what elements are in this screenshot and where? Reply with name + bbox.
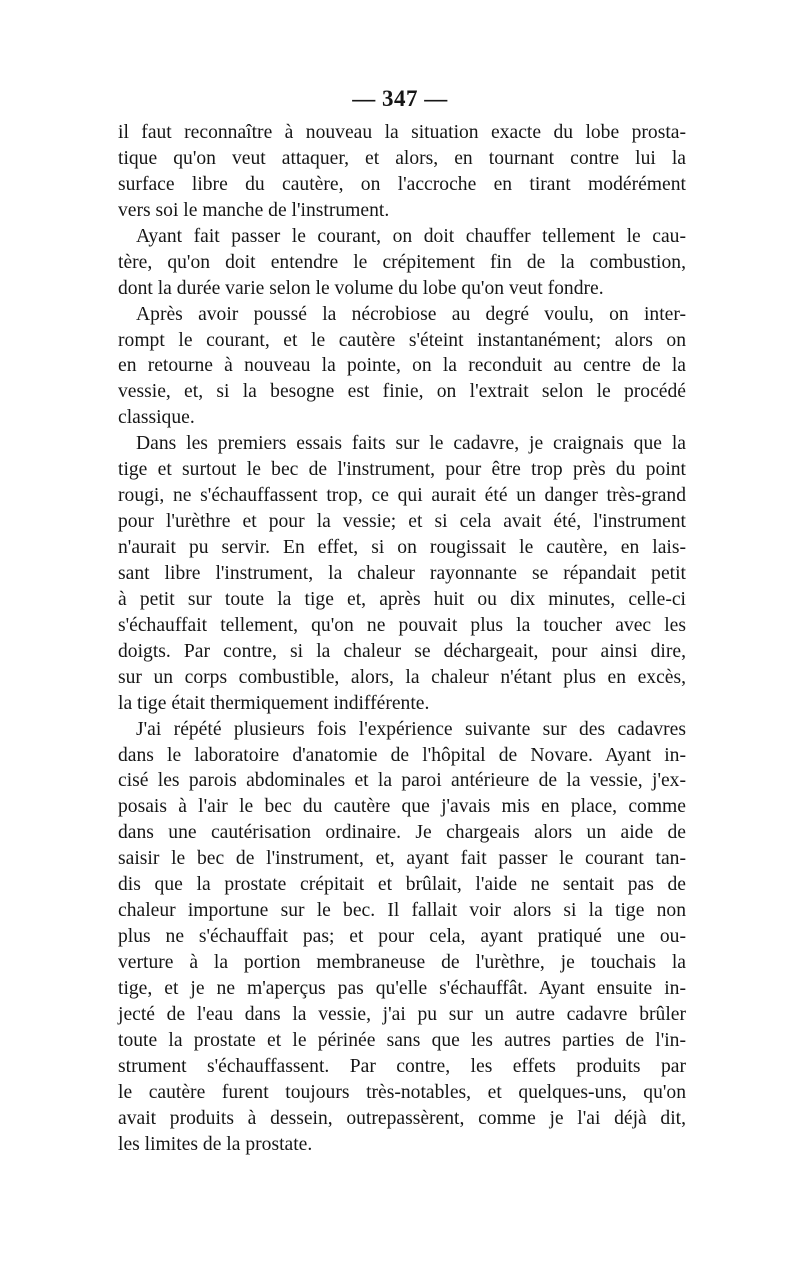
text-line: dans le laboratoire d'anatomie de l'hôpital de Novare. Ayant in- [118,744,686,766]
text-line: tique qu'on veut attaquer, et alors, en tournant contre lui la [118,147,686,169]
text-line: classique. [118,407,195,429]
text-line: rompt le courant, et le cautère s'éteint instantanément; alors on [118,329,686,351]
text-line: sur un corps combustible, alors, la chaleur n'étant plus en excès, [118,666,686,688]
text-line: il faut reconnaître à nouveau la situation exacte du lobe prosta- [118,122,686,143]
text-line: Après avoir poussé la nécrobiose au degré voulu, on inter- [136,303,686,325]
text-line: dont la durée varie selon le volume du lobe qu'on veut fondre. [118,277,604,299]
text-line: vessie, et, si la besogne est finie, on l'extrait selon le procédé [118,381,686,403]
paragraph [118,120,686,224]
text-line: les limites de la prostate. [118,1133,313,1155]
text-line: doigts. Par contre, si la chaleur se déchargeait, pour ainsi dire, [118,640,686,662]
text-line: avait produits à dessein, outrepassèrent, comme je l'ai déjà dit, [118,1107,686,1129]
text-line: s'échauffait tellement, qu'on ne pouvait plus la toucher avec les [118,614,686,636]
paragraph [118,224,686,302]
text-line: rougi, ne s'échauffassent trop, ce qui aurait été un danger très-grand [118,485,686,507]
text-line: sant libre l'instrument, la chaleur rayonnante se répandait petit [118,562,686,584]
text-line: à petit sur toute la tige et, après huit ou dix minutes, celle-ci [118,588,686,610]
text-line: toute la prostate et le périnée sans que les autres parties de l'in- [118,1029,686,1051]
text-line: dans une cautérisation ordinaire. Je chargeais alors un aide de [118,822,686,844]
body-text [118,120,686,1158]
text-line: tère, qu'on doit entendre le crépitement fin de la combustion, [118,251,686,273]
paragraph [118,717,686,1158]
text-line: plus ne s'échauffait pas; et pour cela, ayant pratiqué une ou- [118,926,686,948]
text-line: tige et surtout le bec de l'instrument, pour être trop près du point [118,459,686,481]
text-line: posais à l'air le bec du cautère que j'avais mis en place, comme [118,796,686,818]
text-line: strument s'échauffassent. Par contre, les effets produits par [118,1055,686,1077]
text-line: J'ai répété plusieurs fois l'expérience suivante sur des cadavres [136,718,686,740]
paragraph [118,302,686,432]
text-line: pour l'urèthre et pour la vessie; et si cela avait été, l'instrument [118,511,686,533]
text-line: Dans les premiers essais faits sur le cadavre, je craignais que la [136,433,686,455]
text-line: le cautère furent toujours très-notables, et quelques-uns, qu'on [118,1081,686,1103]
text-line: en retourne à nouveau la pointe, on la reconduit au centre de la [118,355,686,377]
text-line: saisir le bec de l'instrument, et, ayant fait passer le courant tan- [118,848,686,870]
text-line: Ayant fait passer le courant, on doit chauffer tellement le cau- [136,225,686,247]
text-line: surface libre du cautère, on l'accroche en tirant modérément [118,173,686,195]
text-line: dis que la prostate crépitait et brûlait, l'aide ne sentait pas de [118,874,686,896]
text-line: vers soi le manche de l'instrument. [118,199,390,221]
text-line: n'aurait pu servir. En effet, si on rougissait le cautère, en lais- [118,537,686,558]
paragraph [118,431,686,716]
page-number: — 347 — [352,86,448,111]
text-line: verture à la portion membraneuse de l'urèthre, je touchais la [118,952,686,973]
text-line: tige, et je ne m'aperçus pas qu'elle s'échauffât. Ayant ensuite in- [118,977,686,999]
text-line: chaleur importune sur le bec. Il fallait voir alors si la tige non [118,900,686,922]
text-line: la tige était thermiquement indifférente. [118,692,430,714]
text-line: cisé les parois abdominales et la paroi antérieure de la vessie, j'ex- [118,770,686,792]
text-line: jecté de l'eau dans la vessie, j'ai pu sur un autre cadavre brûler [118,1003,686,1025]
